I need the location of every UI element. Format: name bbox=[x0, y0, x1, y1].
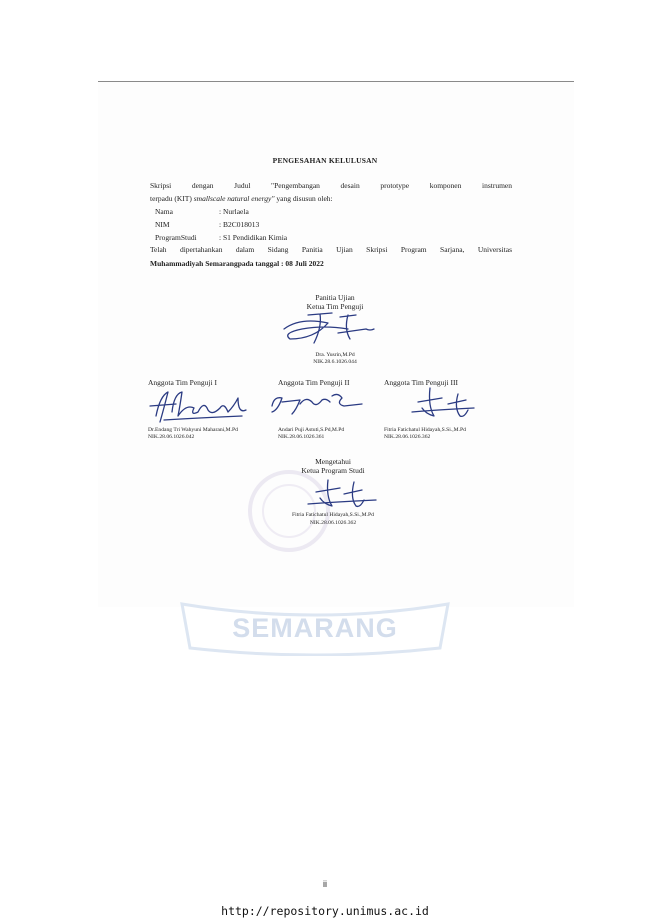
member-2-signature bbox=[266, 388, 366, 418]
intro-text-a: terpadu (KIT) bbox=[150, 194, 194, 203]
repository-url: http://repository.unimus.ac.id bbox=[221, 904, 429, 918]
member-1-nik: NIK.28.06.1026.042 bbox=[148, 434, 195, 440]
intro-text-c: yang disusun oleh: bbox=[274, 194, 333, 203]
field-label-nim: NIM bbox=[155, 220, 170, 229]
member-3-signature bbox=[404, 384, 484, 424]
field-value-prodi: : S1 Pendidikan Kimia bbox=[219, 233, 288, 242]
mengetahui-label: Mengetahui bbox=[315, 457, 351, 466]
page-title: PENGESAHAN KELULUSAN bbox=[272, 156, 378, 165]
defended-line-2: Muhammadiyah Semarangpada tanggal : 08 Juli 2022 bbox=[150, 259, 324, 268]
member-3-name: Fitria Fatichatul Hidayah,S.Si.,M.Pd bbox=[384, 427, 466, 433]
kaprodi-name: Fitria Fatichatul Hidayah,S.Si.,M.Pd bbox=[292, 512, 374, 518]
kaprodi-nik: NIK.28.06.1026.362 bbox=[309, 520, 357, 526]
watermark-banner bbox=[178, 600, 452, 656]
member-1-signature bbox=[146, 386, 256, 426]
defended-line-1: Telah dipertahankan dalam Sidang Panitia Ujian Skripsi Program Sarjana, Universitas bbox=[150, 245, 512, 254]
ketua-name: Dra. Yusrin,M.Pd bbox=[315, 352, 355, 358]
field-value-nim: : B2C018013 bbox=[219, 220, 260, 229]
ketua-role: Ketua Tim Penguji bbox=[306, 302, 364, 311]
field-value-nama: : Nurlaela bbox=[219, 207, 249, 216]
member-2-name: Andari Puji Astuti,S.Pd,M.Pd bbox=[278, 427, 345, 433]
ketua-signature bbox=[278, 309, 382, 347]
intro-text-italic: smallscale natural energy" bbox=[193, 194, 275, 203]
member-1-role: Anggota Tim Penguji I bbox=[148, 378, 217, 387]
intro-line-2 bbox=[150, 194, 333, 203]
page-number: ii bbox=[323, 879, 327, 889]
field-label-nama: Nama bbox=[155, 207, 173, 216]
kaprodi-role: Ketua Program Studi bbox=[301, 466, 365, 475]
member-2-nik: NIK.28.06.1026.361 bbox=[278, 434, 325, 440]
ketua-nik: NIK.28.6.1026.044 bbox=[313, 359, 357, 365]
field-label-prodi: ProgramStudi bbox=[155, 233, 197, 242]
watermark-text: SEMARANG bbox=[232, 613, 398, 643]
panitia-ujian-label: Panitia Ujian bbox=[315, 293, 355, 302]
member-1-name: Dr.Endang Tri Wahyuni Maharani,M.Pd bbox=[148, 427, 238, 433]
kaprodi-signature bbox=[304, 474, 384, 514]
intro-line-1: Skripsi dengan Judul "Pengembangan desain prototype komponen instrumen bbox=[150, 181, 512, 190]
member-3-nik: NIK.28.06.1026.362 bbox=[384, 434, 431, 440]
member-2-role: Anggota Tim Penguji II bbox=[278, 378, 350, 387]
member-3-role: Anggota Tim Penguji III bbox=[384, 378, 458, 387]
